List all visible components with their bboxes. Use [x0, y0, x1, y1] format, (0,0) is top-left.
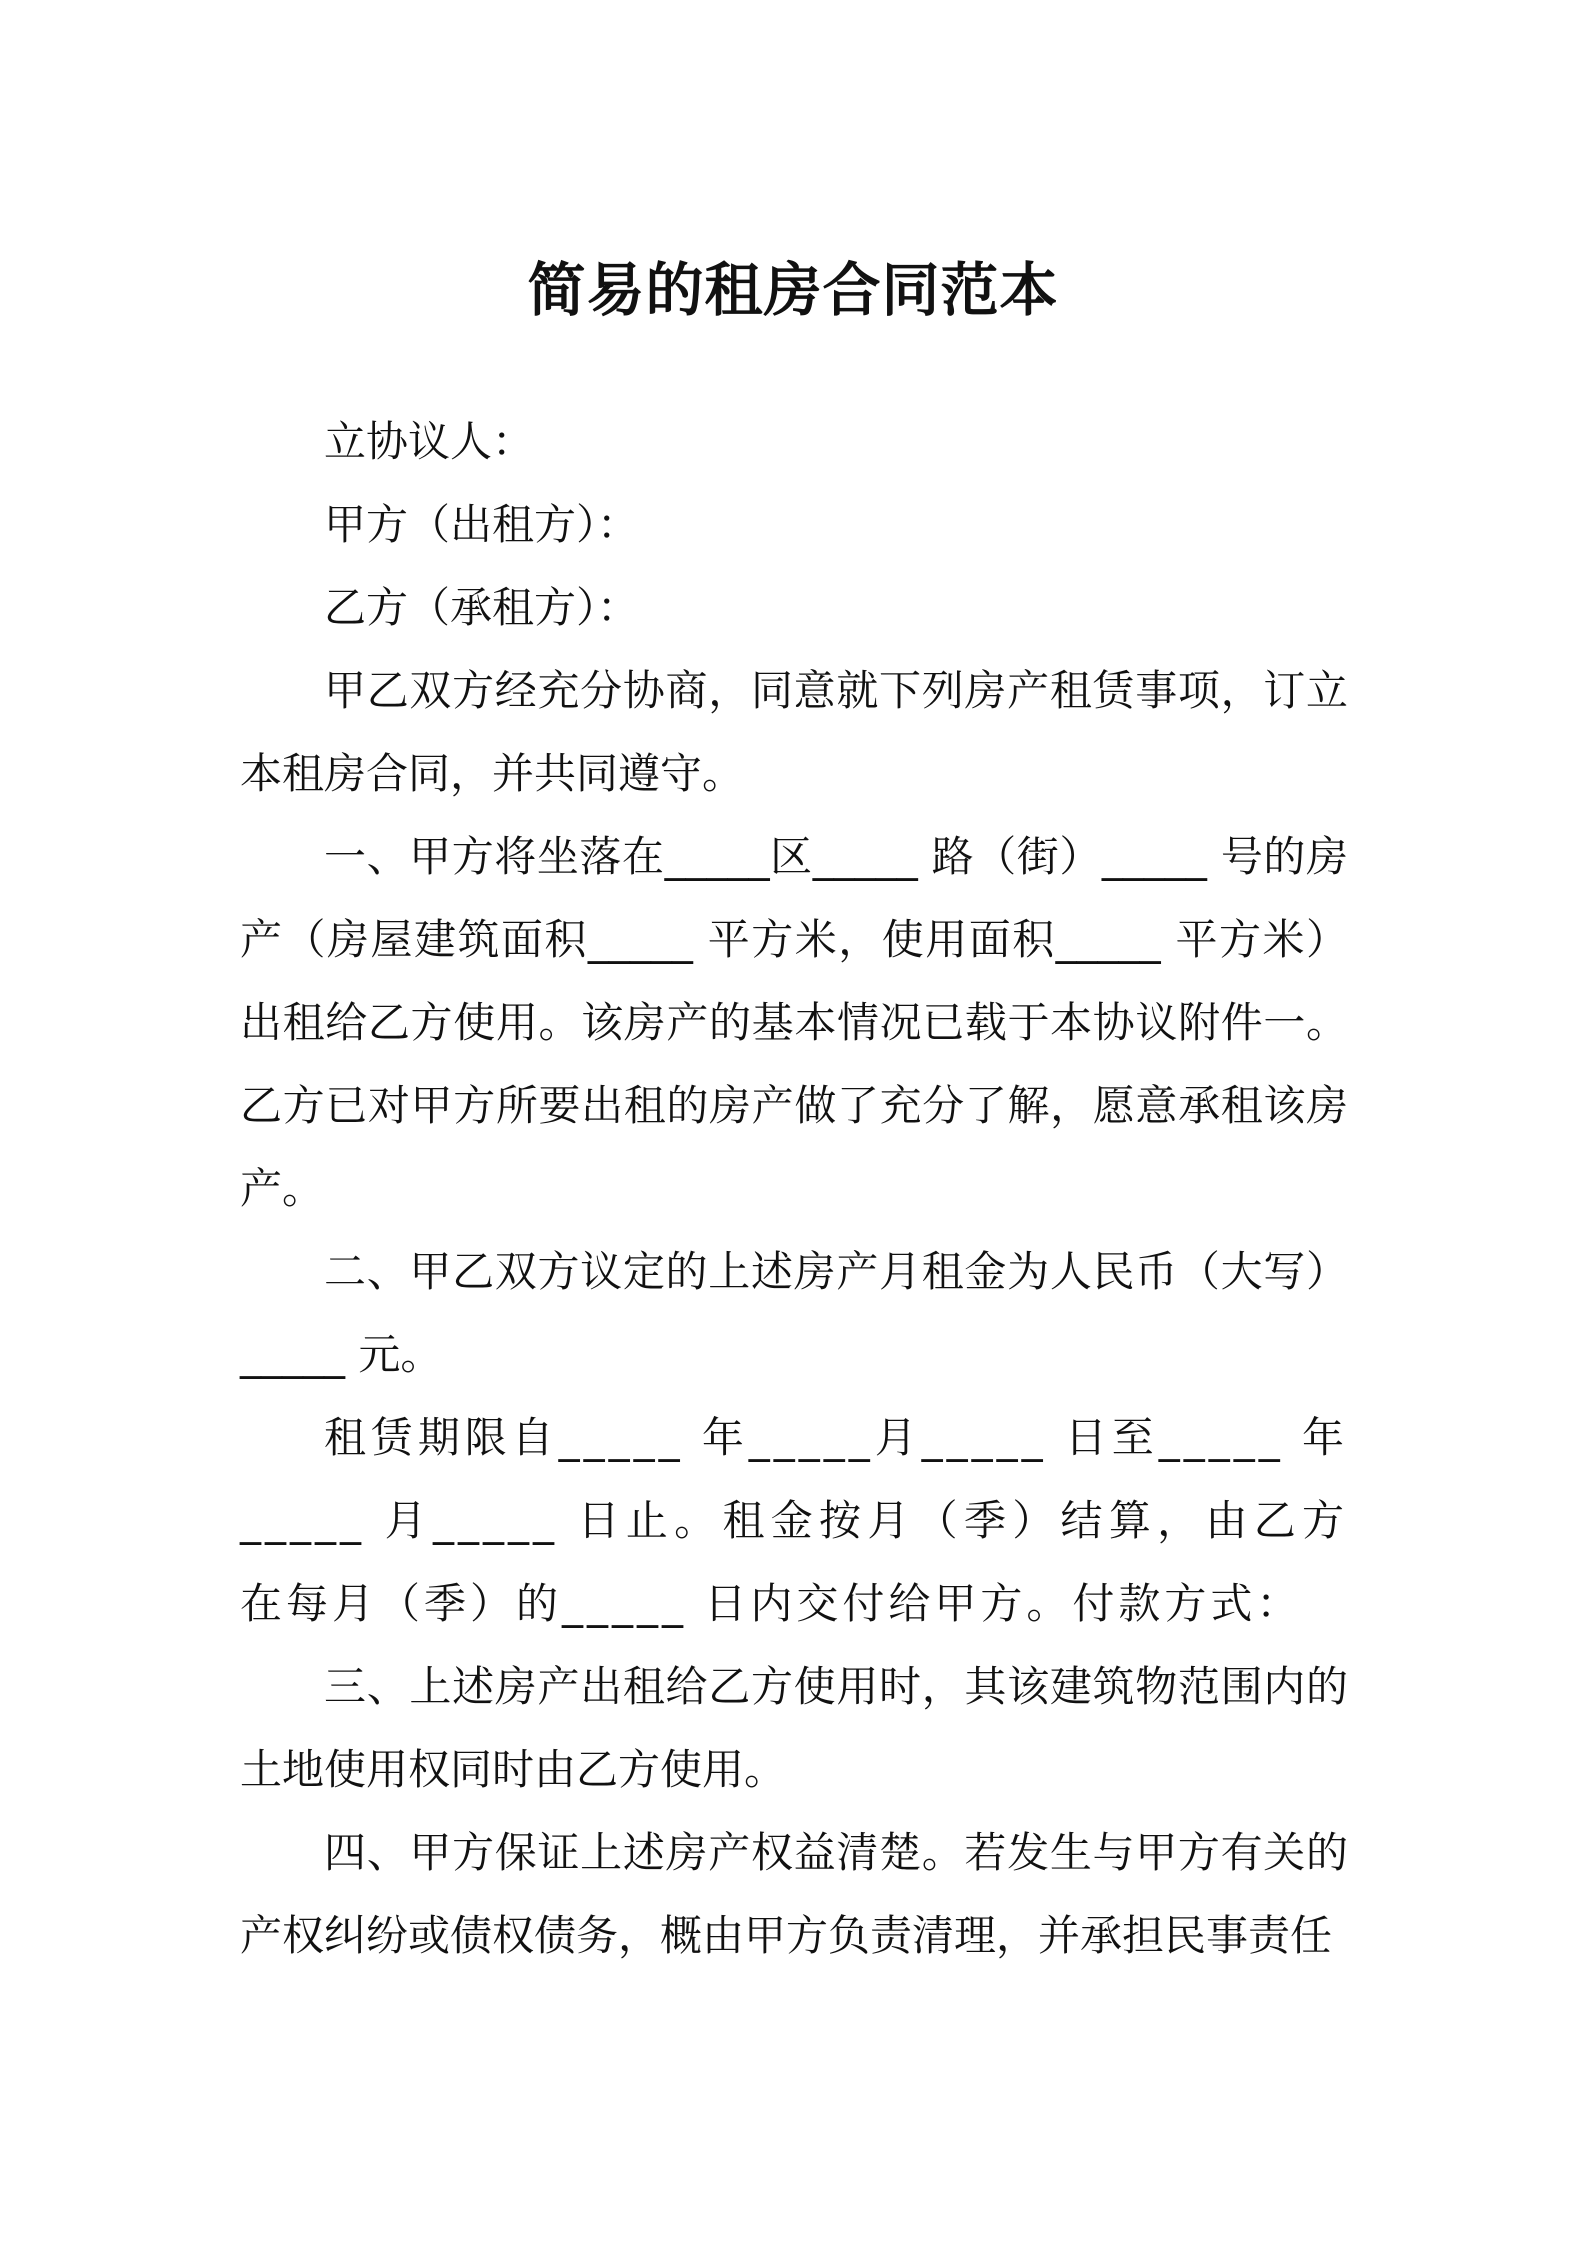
paragraph-clause-2: 二、甲乙双方议定的上述房产月租金为人民币（大写）_____ 元。 [240, 1247, 1348, 1379]
paragraph-party-a: 甲方（出租方）： [324, 500, 640, 549]
paragraph-clause-3: 三、上述房产出租给乙方使用时，其该建筑物范围内的土地使用权同时由乙方使用。 [240, 1662, 1348, 1794]
paragraph-preamble: 甲乙双方经充分协商，同意就下列房产租赁事项，订立本租房合同，并共同遵守。 [240, 666, 1348, 798]
document-title: 简易的租房合同范本 [527, 256, 1059, 324]
paragraph-clause-4: 四、甲方保证上述房产权益清楚。若发生与甲方有关的产权纠纷或债权债务，概由甲方负责清理，并承担民事责任 [240, 1828, 1348, 1960]
paragraph-parties-heading: 立协议人： [324, 417, 535, 466]
document-body [240, 400, 1348, 1977]
paragraph-party-b: 乙方（承租方）： [324, 583, 640, 632]
paragraph-clause-1: 一、甲方将坐落在_____区_____ 路（街）_____ 号的房产（房屋建筑面积_____ 平方米，使用面积_____ 平方米）出租给乙方使用。该房产的基本情况已载于本协议附件一。乙方已对甲方所要出租的房产做了充分了解，愿意承租该房产。 [240, 832, 1348, 1213]
paragraph-lease-term: 租赁期限自_____ 年_____月_____ 日至_____ 年_____ 月_____ 日止。租金按月（季）结算，由乙方在每月（季）的_____ 日内交付给甲方。付款方式： [240, 1413, 1348, 1628]
